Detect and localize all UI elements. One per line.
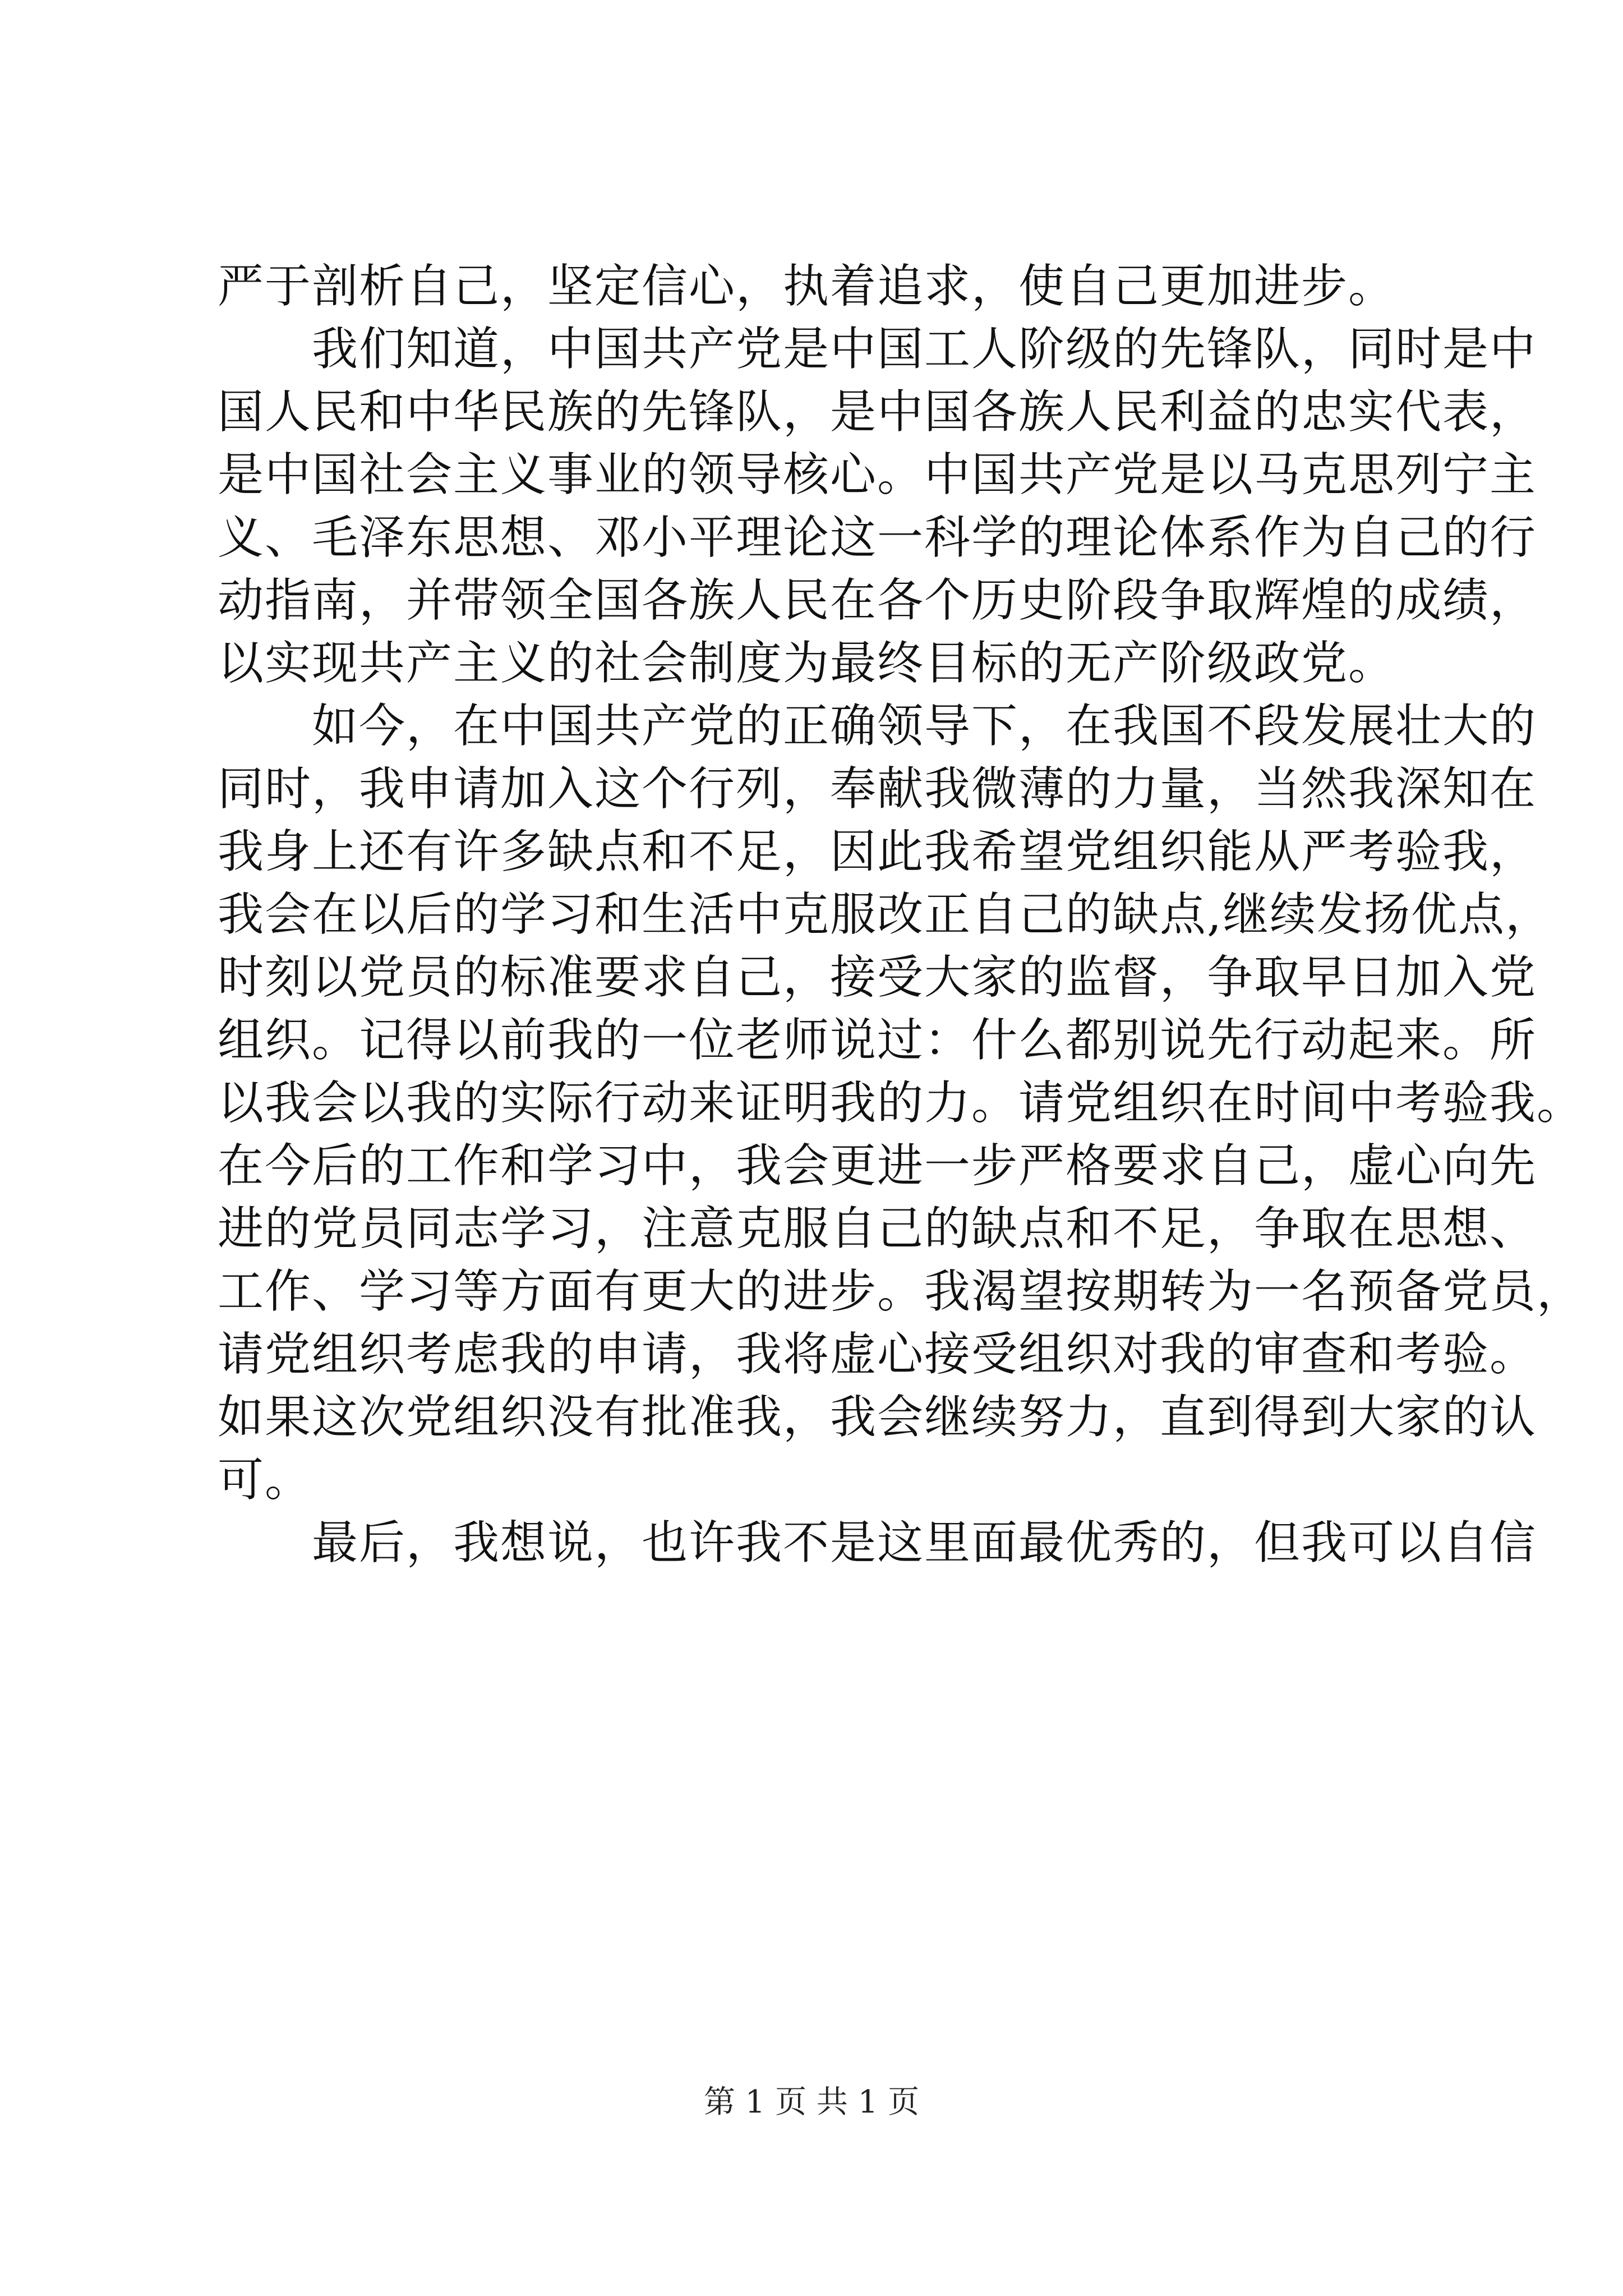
text-line: 我会在以后的学习和生活中克服改正自己的缺点,继续发扬优点， (218, 888, 1553, 941)
text-line: 组织。记得以前我的一位老师说过：什么都别说先行动起来。所 (218, 1014, 1537, 1067)
text-line: 进的党员同志学习，注意克服自己的缺点和不足，争取在思想、 (218, 1202, 1537, 1255)
text-line: 工作、学习等方面有更大的进步。我渴望按期转为一名预备党员， (218, 1265, 1584, 1318)
text-line: 如果这次党组织没有批准我，我会继续努力，直到得到大家的认 (218, 1391, 1537, 1444)
text-line: 义、毛泽东思想、邓小平理论这一科学的理论体系作为自己的行 (218, 511, 1537, 564)
text-line: 同时，我申请加入这个行列，奉献我微薄的力量，当然我深知在 (218, 762, 1537, 816)
text-line: 可。 (218, 1453, 312, 1507)
text-line: 请党组织考虑我的申请，我将虚心接受组织对我的审查和考验。 (218, 1328, 1537, 1381)
text-line: 动指南，并带领全国各族人民在各个历史阶段争取辉煌的成绩， (218, 574, 1537, 627)
body-text (218, 255, 1584, 1575)
text-line: 我们知道，中国共产党是中国工人阶级的先锋队，同时是中 (218, 323, 1537, 376)
text-line: 在今后的工作和学习中，我会更进一步严格要求自己，虚心向先 (218, 1139, 1537, 1193)
text-line: 以我会以我的实际行动来证明我的力。请党组织在时间中考验我。 (218, 1076, 1584, 1130)
text-line: 以实现共产主义的社会制度为最终目标的无产阶级政党。 (218, 637, 1396, 690)
text-line: 我身上还有许多缺点和不足，因此我希望党组织能从严考验我， (218, 825, 1537, 878)
text-line: 如今，在中国共产党的正确领导下，在我国不段发展壮大的 (218, 700, 1537, 753)
text-line: 是中国社会主义事业的领导核心。中国共产党是以马克思列宁主 (218, 448, 1537, 501)
text-line: 时刻以党员的标准要求自己，接受大家的监督，争取早日加入党 (218, 951, 1537, 1004)
page-footer: 第 1 页 共 1 页 (703, 2084, 920, 2120)
text-line: 国人民和中华民族的先锋队，是中国各族人民利益的忠实代表， (218, 385, 1537, 439)
text-line: 严于剖析自己，坚定信心，执着追求，使自己更加进步。 (218, 260, 1396, 313)
text-line: 最后，我想说，也许我不是这里面最优秀的，但我可以自信 (218, 1516, 1537, 1570)
